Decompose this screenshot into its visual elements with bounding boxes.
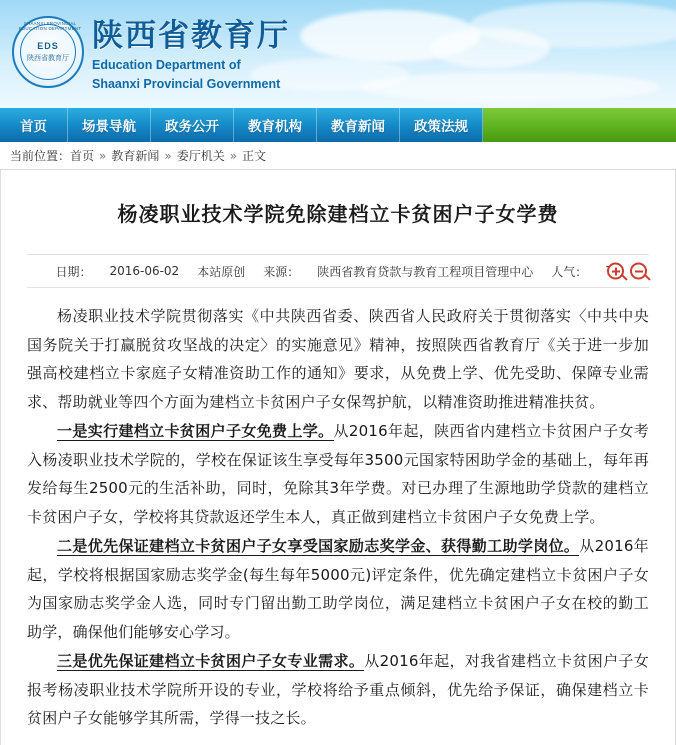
font-size-controls bbox=[607, 263, 647, 280]
article-paragraph bbox=[27, 302, 649, 416]
meta-source-value: 陕西省教育贷款与教育工程项目管理中心 bbox=[317, 264, 534, 279]
paragraph-lead: 一是实行建档立卡贫困户子女免费上学。 bbox=[57, 422, 334, 440]
nav-item-extra[interactable] bbox=[483, 108, 676, 142]
paragraph-lead: 二是优先保证建档立卡贫困户子女享受国家励志奖学金、获得勤工助学岗位。 bbox=[57, 537, 580, 555]
meta-date-value: 2016-06-02 bbox=[109, 264, 180, 278]
site-title-block bbox=[92, 18, 290, 92]
site-header-banner bbox=[0, 0, 676, 108]
site-title-en-line2: Shaanxi Provincial Government bbox=[92, 77, 281, 91]
breadcrumb-separator: » bbox=[229, 148, 238, 163]
paragraph-text: 从2016年起，对我省建档立卡贫困户子女报考杨凌职业技术学院所开设的专业，学校将给予重点倾斜，优先给予保证，确保建档立卡贫困户子女能够学其所需，学得一技之长。 bbox=[27, 652, 649, 727]
nav-item-education-news[interactable]: 教育新闻 bbox=[317, 108, 400, 142]
zoom-in-icon[interactable] bbox=[607, 263, 624, 280]
nav-item-scene-guide[interactable]: 场景导航 bbox=[68, 108, 151, 142]
nav-item-government-affairs[interactable]: 政务公开 bbox=[151, 108, 234, 142]
paragraph-text: 从2016年起，陕西省内建档立卡贫困户子女考入杨凌职业技术学院的，学校在保证该生享受每年3500元国家特困助学金的基础上，每年再发给每生2500元的生活补助，同时，免除其3年学费。对已办理了生源地助学贷款的建档立卡贫困户子女，学校将其贷款返还学生本人，真正做到建档立卡贫困户子女免费上学。 bbox=[27, 422, 649, 526]
article-container bbox=[0, 170, 676, 745]
article-body bbox=[27, 288, 649, 733]
emblem-cn-mark: 陕西省教育厅 bbox=[27, 55, 69, 62]
meta-origin: 本站原创 bbox=[197, 264, 246, 279]
emblem-arc-text: SHAANXI PROVINCIAL EDUCATION DEPARTMENT bbox=[18, 21, 82, 31]
meta-date-label: 日期： bbox=[55, 264, 92, 279]
paragraph-lead: 三是优先保证建档立卡贫困户子女专业需求。 bbox=[57, 652, 365, 670]
nav-item-policies-regulations[interactable]: 政策法规 bbox=[400, 108, 483, 142]
site-title-cn: 陕西省教育厅 bbox=[92, 18, 290, 54]
emblem-abbr: EDS bbox=[37, 41, 59, 51]
breadcrumb-separator: » bbox=[99, 148, 107, 163]
article-paragraph bbox=[27, 532, 649, 646]
nav-item-education-institutions[interactable]: 教育机构 bbox=[234, 108, 317, 142]
site-title-en-line1: Education Department of bbox=[92, 58, 241, 72]
breadcrumb-item-current: 正文 bbox=[242, 149, 267, 163]
breadcrumb-item-home[interactable]: 首页 bbox=[70, 149, 95, 163]
paragraph-text: 从2016年起，学校将根据国家励志奖学金(每生每年5000元)评定条件，优先确定建档立卡贫困户子女为国家励志奖学金人选，同时专门留出勤工助学岗位，满足建档立卡贫困户子女在校的勤工助学，确保他们能够安心学习。 bbox=[27, 537, 649, 641]
government-emblem-logo bbox=[12, 16, 84, 88]
breadcrumb bbox=[0, 142, 676, 170]
nav-item-home[interactable]: 首页 bbox=[0, 108, 68, 142]
article-title: 杨凌职业技术学院免除建档立卡贫困户子女学费 bbox=[117, 202, 559, 226]
meta-views-label: 人气： bbox=[551, 264, 588, 279]
main-navigation bbox=[0, 108, 676, 142]
meta-source-label: 来源： bbox=[263, 264, 300, 279]
breadcrumb-item-education-news[interactable]: 教育新闻 bbox=[111, 149, 160, 163]
breadcrumb-separator: » bbox=[164, 148, 172, 163]
emblem-inner-ring bbox=[20, 24, 76, 80]
breadcrumb-item-department-offices[interactable]: 委厅机关 bbox=[176, 149, 225, 163]
breadcrumb-prefix: 当前位置： bbox=[10, 149, 71, 163]
paragraph-text: 杨凌职业技术学院贯彻落实《中共陕西省委、陕西省人民政府关于贯彻落实〈中共中央国务院关于打赢脱贫攻坚战的决定〉的实施意见》精神，按照陕西省教育厅《关于进一步加强高校建档立卡家庭子女精准资助工作的通知》要求，从免费上学、优先受助、保障专业需求、帮助就业等四个方面为建档立卡贫困户子女保驾护航，以精准资助推进精准扶贫。 bbox=[27, 307, 649, 411]
zoom-out-icon[interactable] bbox=[630, 263, 647, 280]
article-paragraph bbox=[27, 647, 649, 733]
article-meta-bar bbox=[27, 254, 649, 288]
article-paragraph bbox=[27, 417, 649, 531]
cloud-decoration bbox=[360, 72, 660, 102]
